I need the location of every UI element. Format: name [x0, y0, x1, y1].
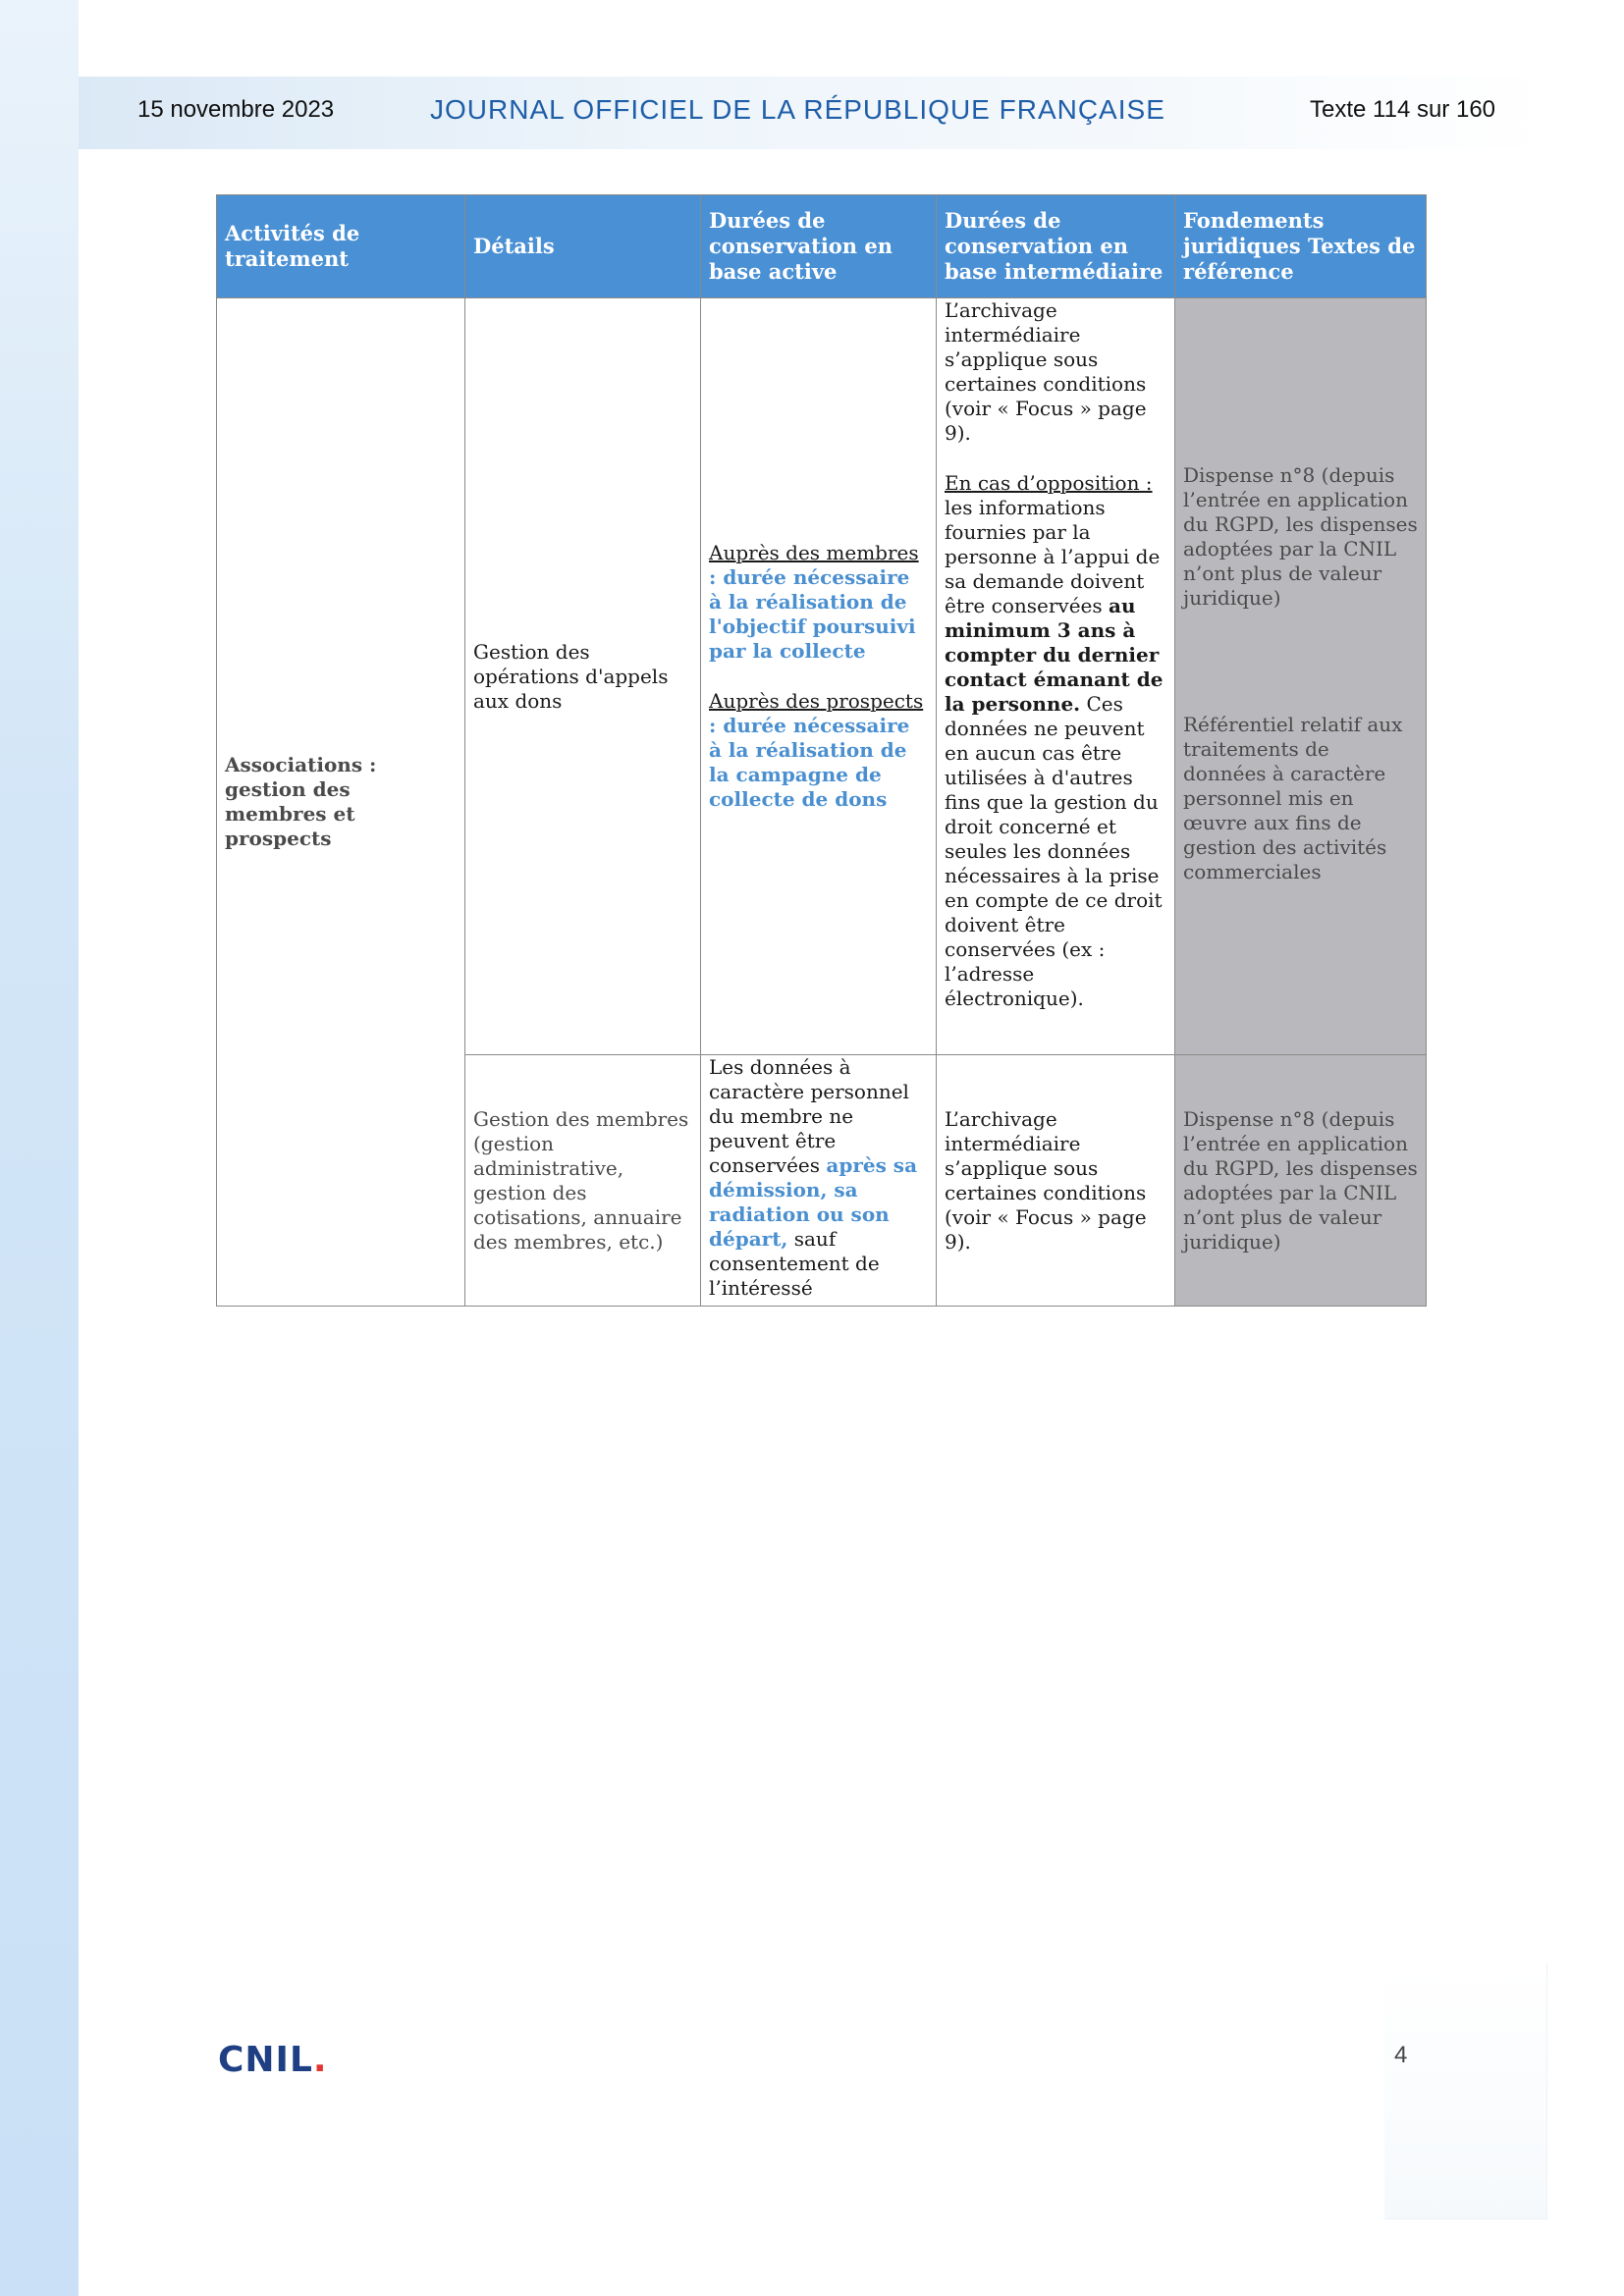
referentiel-note: Référentiel relatif aux traitements de données à caractère personnel mis en œuvre aux fins de gestion des activités commerciales — [1183, 713, 1403, 883]
detail-cell: Gestion des membres (gestion administrative, gestion des cotisations, annuaire des membres, etc.) — [465, 1055, 701, 1307]
opposition-text-1: les informations fournies par la personne à l’appui de sa demande doivent être conservées — [945, 496, 1161, 617]
publication-date: 15 novembre 2023 — [137, 96, 335, 123]
active-duration-cell — [701, 298, 937, 1055]
text-number: Texte 114 sur 160 — [1310, 96, 1496, 123]
journal-title: JOURNAL OFFICIEL DE LA RÉPUBLIQUE FRANÇAISE — [430, 94, 1165, 125]
intermediate-duration-cell: L’archivage intermédiaire s’applique sous certaines conditions (voir « Focus » page 9). — [937, 1055, 1175, 1307]
active-prospects — [709, 689, 928, 812]
column-header-intermediate-duration: Durées de conservation en base intermédiaire — [937, 195, 1175, 298]
table-row — [217, 298, 1427, 1055]
cnil-logo-text: CNIL — [218, 2040, 313, 2080]
prospects-label: Auprès des prospects — [709, 689, 924, 713]
dispense-note: Dispense n°8 (depuis l’entrée en application du RGPD, les dispenses adoptées par la CNIL n’ont plus de valeur juridique) — [1183, 463, 1418, 610]
active-text-1: Les données à caractère personnel du membre ne peuvent être conservées — [709, 1055, 909, 1177]
column-header-details: Détails — [465, 195, 701, 298]
opposition-duration: au minimum 3 ans à compter du dernier contact émanant de la personne. — [945, 594, 1164, 716]
active-condition: après sa démission, sa radiation ou son départ, — [709, 1153, 918, 1251]
table-header-row — [217, 195, 1427, 298]
opposition-note — [945, 471, 1166, 1011]
prospects-duration: durée nécessaire à la réalisation de la campagne de collecte de dons — [709, 714, 910, 811]
page-number: 4 — [1394, 2042, 1408, 2068]
detail-cell: Gestion des opérations d'appels aux dons — [465, 298, 701, 1055]
membres-sep: : — [709, 565, 724, 589]
opposition-text-2: Ces données ne peuvent en aucun cas être utilisées à d'autres fins que la gestion du droit concerné et seules les données nécessaires à la prise en compte de ce droit doivent être conservées (ex : l’adresse électronique). — [945, 692, 1163, 1010]
active-duration-cell — [701, 1055, 937, 1307]
prospects-sep: : — [709, 714, 724, 737]
column-header-legal-basis: Fondements juridiques Textes de référence — [1175, 195, 1427, 298]
cnil-logo — [218, 2040, 328, 2080]
opposition-label: En cas d’opposition : — [945, 471, 1153, 495]
active-text-2: sauf consentement de l’intéressé — [709, 1227, 880, 1300]
membres-label: Auprès des membres — [709, 541, 919, 564]
footer-decorative-box — [1384, 1963, 1547, 2219]
activity-cell: Associations : gestion des membres et prospects — [217, 298, 465, 1307]
column-header-active-duration: Durées de conservation en base active — [701, 195, 937, 298]
column-header-activities: Activités de traitement — [217, 195, 465, 298]
archivage-note: L’archivage intermédiaire s’applique sous certaines conditions (voir « Focus » page 9). — [945, 298, 1147, 445]
legal-basis-cell — [1175, 298, 1427, 1055]
retention-table — [216, 194, 1427, 1307]
legal-basis-cell: Dispense n°8 (depuis l’entrée en application du RGPD, les dispenses adoptées par la CNIL n’ont plus de valeur juridique) — [1175, 1055, 1427, 1307]
intermediate-duration-cell — [937, 298, 1175, 1055]
membres-duration: durée nécessaire à la réalisation de l'objectif poursuivi par la collecte — [709, 565, 916, 663]
left-decorative-band — [0, 0, 79, 2296]
cnil-logo-dot: . — [312, 2040, 328, 2080]
active-membres — [709, 541, 928, 664]
